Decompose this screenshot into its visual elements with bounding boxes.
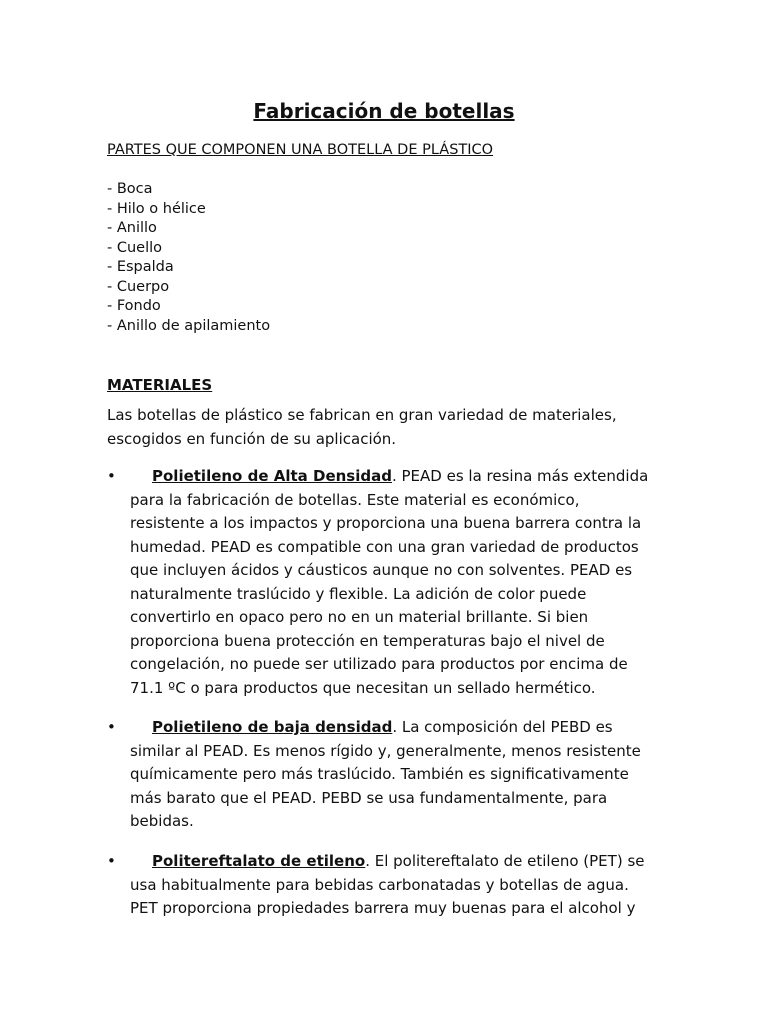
material-item-pet: [107, 850, 667, 921]
parts-list: [107, 180, 270, 336]
material-term: Politereftalato de etileno: [152, 852, 366, 870]
bullet-icon: •: [107, 467, 116, 485]
material-text: . PEAD es la resina más extendida para la fabricación de botellas. Este material es económico, resistente a los impactos y proporciona una buena barrera contra la humedad. PEAD es compatible con una gran variedad de productos que incluyen ácidos y cáusticos aunque no con solventes. PEAD es naturalmente traslúcido y flexible. La adición de color puede convertirlo en opaco pero no en un material brillante. Si bien proporciona buena protección en temperaturas bajo el nivel de congelación, no puede ser utilizado para productos por encima de 71.1 ºC o para productos que necesitan un sellado hermético.: [130, 467, 649, 697]
list-item: - Boca: [107, 181, 153, 197]
list-item: - Cuerpo: [107, 278, 170, 295]
material-body: [130, 850, 655, 921]
material-text: . El politereftalato de etileno (PET) se usa habitualmente para bebidas carbonatadas y botellas de agua. PET proporciona propiedades barrera muy buenas para el alcohol y: [130, 852, 645, 917]
bullet-icon: •: [107, 718, 116, 736]
material-text: . La composición del PEBD es similar al PEAD. Es menos rígido y, generalmente, menos resistente químicamente pero más traslúcido. También es significativamente más barato que el PEAD. PEBD se usa fundamentalmente, para bebidas.: [130, 718, 641, 830]
material-item-pead: [107, 465, 667, 700]
materials-heading: MATERIALES: [107, 376, 213, 394]
list-item: - Anillo: [107, 220, 157, 236]
bullet-icon: •: [107, 852, 116, 870]
list-item: - Cuello: [107, 239, 163, 256]
material-body: [130, 465, 655, 700]
list-item: - Hilo o hélice: [107, 200, 206, 217]
list-item: - Fondo: [107, 298, 161, 314]
material-item-pebd: [107, 716, 667, 834]
materials-intro: Las botellas de plástico se fabrican en gran variedad de materiales, escogidos en función de su aplicación.: [107, 406, 617, 448]
material-body: [130, 716, 655, 834]
list-item: - Anillo de apilamiento: [107, 317, 271, 334]
material-term: Polietileno de Alta Densidad: [152, 467, 392, 485]
document-title: Fabricación de botellas: [253, 99, 515, 123]
parts-heading: PARTES QUE COMPONEN UNA BOTELLA DE PLÁSTICO: [107, 142, 494, 158]
list-item: - Espalda: [107, 259, 174, 275]
material-term: Polietileno de baja densidad: [152, 718, 393, 736]
